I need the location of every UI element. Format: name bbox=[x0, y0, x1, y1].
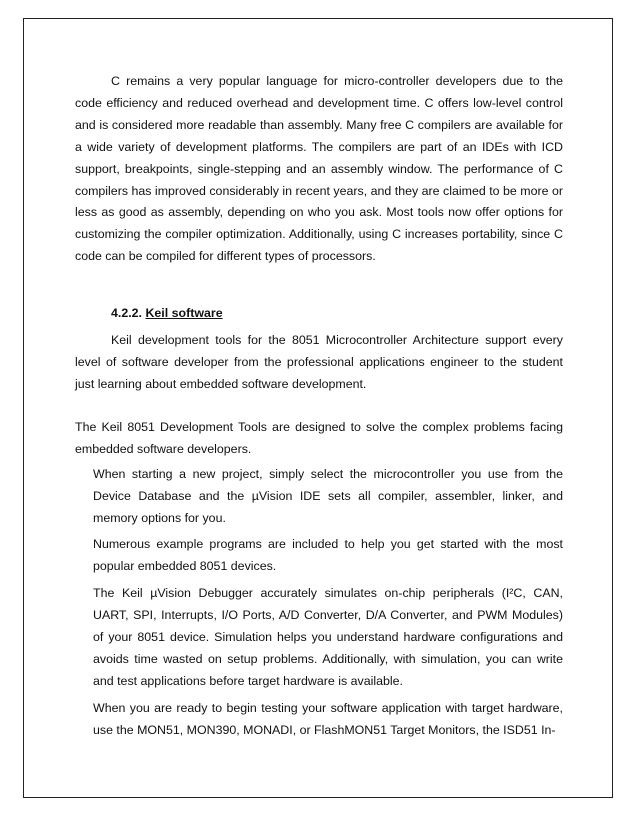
document-body bbox=[75, 71, 563, 747]
spacer bbox=[75, 396, 563, 417]
section-title: Keil software bbox=[145, 306, 223, 321]
paragraph-c-language: C remains a very popular language for micro-controller developers due to the code efficiency and reduced overhead and development time. C offers low-level control and is considered more readable than assembly. Many free C compilers are available for a wide variety of development platforms. The compilers are part of an IDEs with ICD support, breakpoints, single-stepping and an assembly window. The performance of C compilers has improved considerably in recent years, and they are claimed to be more or less as good as assembly, depending on who you ask. Most tools now offer options for customizing the compiler optimization. Additionally, using C increases portability, since C code can be compiled for different types of processors. bbox=[75, 74, 563, 264]
section-number: 4.2.2. bbox=[111, 306, 143, 321]
spacer bbox=[75, 268, 563, 302]
list-item: When starting a new project, simply select the microcontroller you use from the Device Database and the µVision IDE sets all compiler, assembler, linker, and memory options for you. bbox=[93, 466, 563, 525]
section-heading bbox=[111, 302, 563, 324]
list-item: When you are ready to begin testing your software application with target hardware, use the MON51, MON390, MONADI, or FlashMON51 Target Monitors, the ISD51 In- bbox=[93, 700, 563, 737]
feature-list bbox=[75, 464, 563, 742]
list-item: Numerous example programs are included to help you get started with the most popular embedded 8051 devices. bbox=[93, 537, 563, 574]
list-item: The Keil µVision Debugger accurately simulates on-chip peripherals (I²C, CAN, UART, SPI, Interrupts, I/O Ports, A/D Converter, D/A Converter, and PWM Modules) of your 8051 device. Simulation helps you understand hardware configurations and avoids time wasted on setup problems. Additionally, with simulation, you can write and test applications before target hardware is available. bbox=[93, 586, 563, 688]
paragraph-keil-intro: Keil development tools for the 8051 Microcontroller Architecture support every level of software developer from the professional applications engineer to the student just learning about embedded software development. bbox=[75, 333, 563, 391]
paragraph-keil-tools: The Keil 8051 Development Tools are designed to solve the complex problems facing embedded software developers. bbox=[75, 419, 563, 456]
